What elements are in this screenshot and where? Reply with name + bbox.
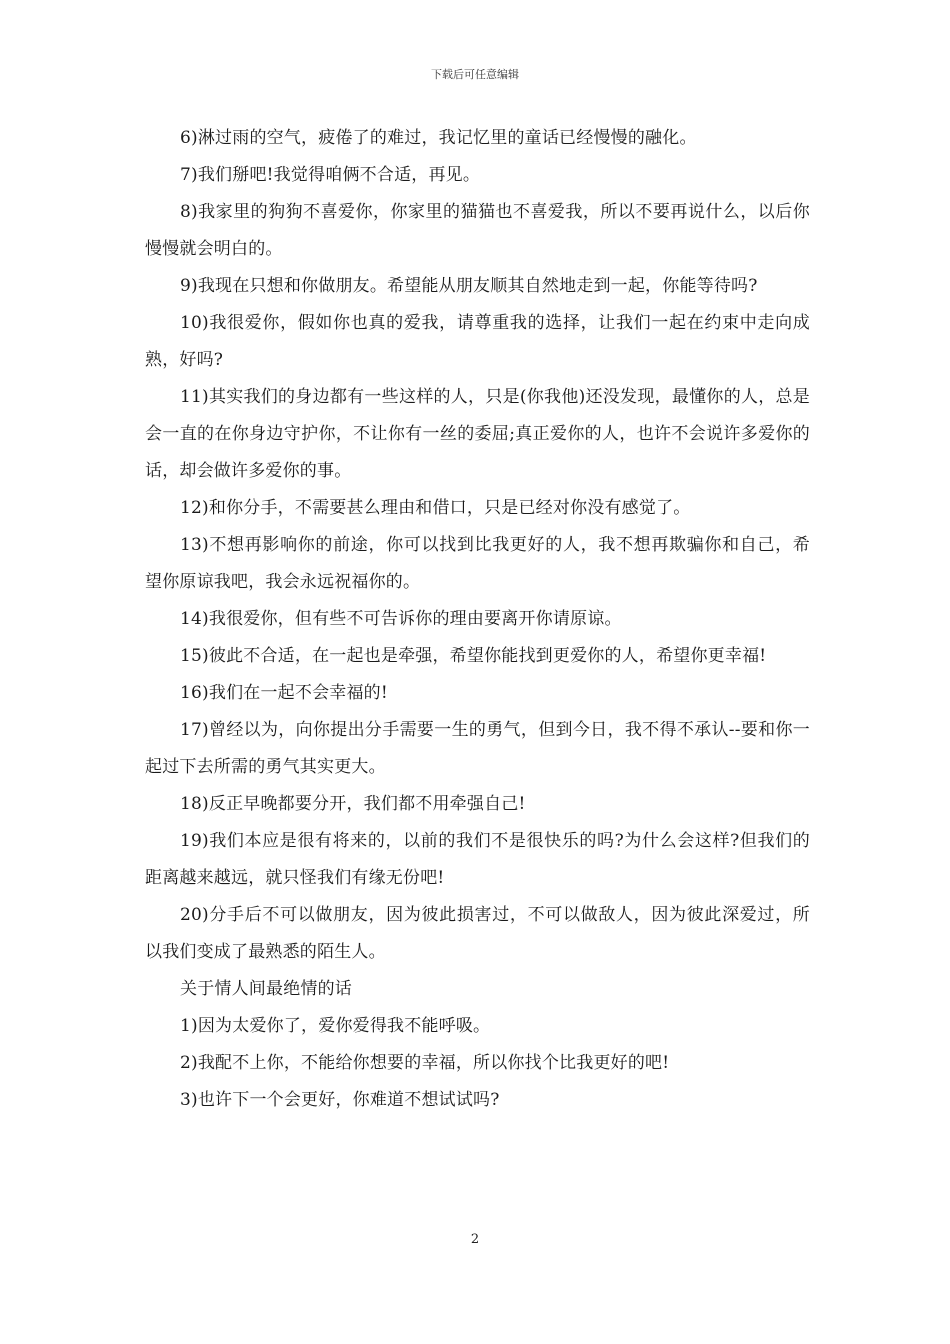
page-number: 2: [470, 1232, 480, 1247]
paragraph: 20)分手后不可以做朋友，因为彼此损害过，不可以做敌人，因为彼此深爱过，所以我们变成了最熟悉的陌生人。: [145, 905, 810, 962]
paragraph: 18)反正早晚都要分开，我们都不用牵强自己!: [180, 794, 526, 814]
paragraph: 10)我很爱你，假如你也真的爱我，请尊重我的选择，让我们一起在约束中走向成熟，好吗?: [145, 313, 810, 370]
paragraph: 17)曾经以为，向你提出分手需要一生的勇气，但到今日，我不得不承认--要和你一起过下去所需的勇气其实更大。: [145, 720, 810, 777]
document-body: [145, 120, 810, 1119]
paragraph: 13)不想再影响你的前途，你可以找到比我更好的人，我不想再欺骗你和自己，希望你原谅我吧，我会永远祝福你的。: [145, 535, 810, 592]
paragraph: 15)彼此不合适，在一起也是牵强，希望你能找到更爱你的人，希望你更幸福!: [180, 646, 767, 666]
section-heading: 关于情人间最绝情的话: [180, 979, 352, 999]
paragraph: 3)也许下一个会更好，你难道不想试试吗?: [180, 1090, 500, 1110]
paragraph: 19)我们本应是很有将来的，以前的我们不是很快乐的吗?为什么会这样?但我们的距离越来越远，就只怪我们有缘无份吧!: [145, 831, 810, 888]
paragraph: 7)我们掰吧!我觉得咱俩不合适，再见。: [180, 165, 481, 185]
paragraph: 6)淋过雨的空气，疲倦了的难过，我记忆里的童话已经慢慢的融化。: [180, 128, 697, 148]
paragraph: 16)我们在一起不会幸福的!: [180, 683, 388, 703]
paragraph: 1)因为太爱你了，爱你爱得我不能呼吸。: [180, 1016, 491, 1036]
paragraph: 9)我现在只想和你做朋友。希望能从朋友顺其自然地走到一起，你能等待吗?: [180, 276, 758, 296]
paragraph: 11)其实我们的身边都有一些这样的人，只是(你我他)还没发现，最懂你的人，总是会一直的在你身边守护你，不让你有一丝的委屈;真正爱你的人，也许不会说许多爱你的话，却会做许多爱你的事。: [145, 387, 810, 481]
paragraph: 8)我家里的狗狗不喜爱你，你家里的猫猫也不喜爱我，所以不要再说什么，以后你慢慢就会明白的。: [145, 202, 810, 259]
paragraph: 14)我很爱你，但有些不可告诉你的理由要离开你请原谅。: [180, 609, 622, 629]
paragraph: 2)我配不上你，不能给你想要的幸福，所以你找个比我更好的吧!: [180, 1053, 670, 1073]
page-header: 下载后可任意编辑: [431, 68, 519, 81]
paragraph: 12)和你分手，不需要甚么理由和借口，只是已经对你没有感觉了。: [180, 498, 691, 518]
